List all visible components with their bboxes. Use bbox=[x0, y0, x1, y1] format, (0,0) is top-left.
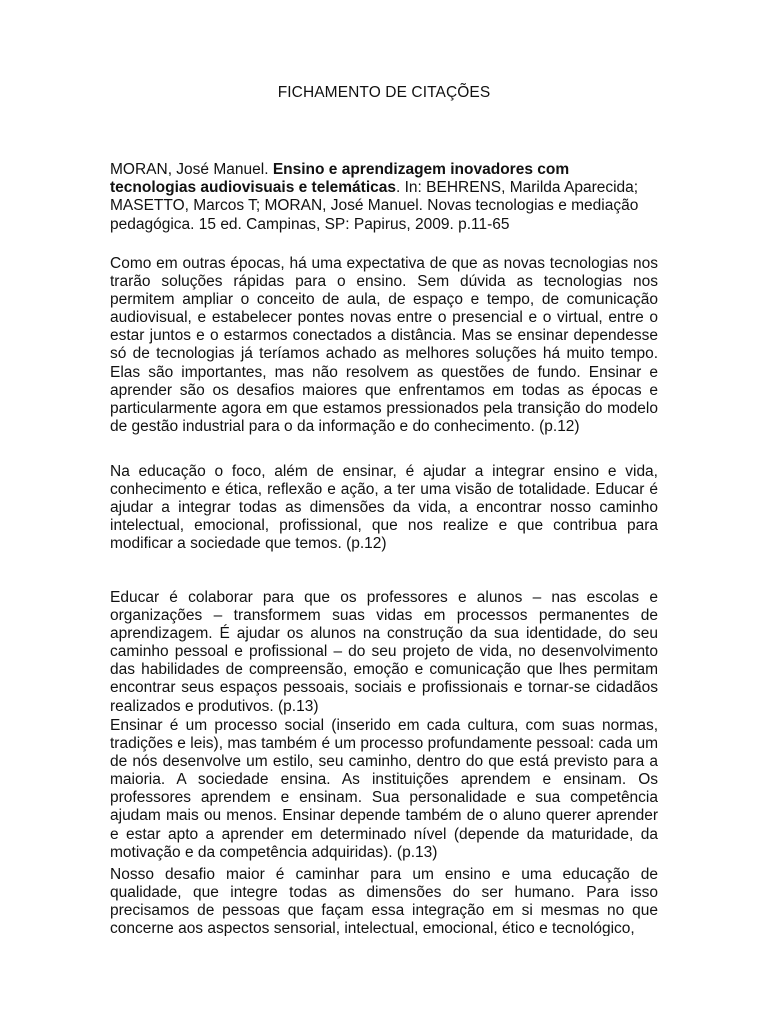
reference-bold-title: Ensino e aprendizagem inovadores com tecnologias audiovisuais e telemáticas bbox=[110, 161, 570, 197]
quote-paragraph-5: Nosso desafio maior é caminhar para um ensino e uma educação de qualidade, que integre todas as dimensões do ser humano. Para isso precisamos de pessoas que façam essa integração em si mesmas no que concerne aos aspectos sensorial, intelectual, emocional, ético e tecnológico, bbox=[110, 866, 658, 936]
document-title: FICHAMENTO DE CITAÇÕES bbox=[277, 84, 491, 101]
quote-paragraph-1: Como em outras épocas, há uma expectativa de que as novas tecnologias nos trarão soluções rápidas para o ensino. Sem dúvida as tecnologias nos permitem ampliar o conceito de aula, de espaço e tempo, de comunicação audiovisual, e estabelecer pontes novas entre o presencial e o virtual, entre o estar juntos e o estarmos conectados a distância. Mas se ensinar dependesse só de tecnologias já teríamos achado as melhores soluções há muito tempo. Elas são importantes, mas não resolvem as questões de fundo. Ensinar e aprender são os desafios maiores que enfrentamos em todas as épocas e particularmente agora em que estamos pressionados pela transição do modelo de gestão industrial para o da informação e do conhecimento. (p.12) bbox=[110, 255, 658, 435]
reference-author: MORAN, José Manuel. bbox=[110, 161, 269, 178]
quote-paragraph-4: Ensinar é um processo social (inserido em cada cultura, com suas normas, tradições e leis), mas também é um processo profundamente pessoal: cada um de nós desenvolve um estilo, seu caminho, dentro do que está previsto para a maioria. A sociedade ensina. As instituições aprendem e ensinam. Os professores aprendem e ensinam. Sua personalidade e sua competência ajudam mais ou menos. Ensinar depende também de o aluno querer aprender e estar apto a aprender em determinado nível (depende da maturidade, da motivação e da competência adquiridas). (p.13) bbox=[110, 717, 658, 861]
reference-details: . In: BEHRENS, Marilda Aparecida; MASETTO, Marcos T; MORAN, José Manuel. Novas tecnologias e mediação pedagógica. 15 ed. Campinas, SP: Papirus, 2009. p.11-65 bbox=[110, 179, 639, 233]
bibliographic-reference bbox=[110, 161, 658, 234]
quote-paragraph-3: Educar é colaborar para que os professores e alunos – nas escolas e organizações – transformem suas vidas em processos permanentes de aprendizagem. É ajudar os alunos na construção da sua identidade, do seu caminho pessoal e profissional – do seu projeto de vida, no desenvolvimento das habilidades de compreensão, emoção e comunicação que lhes permitam encontrar seus espaços pessoais, sociais e profissionais e tornar-se cidadãos realizados e produtivos. (p.13) bbox=[110, 589, 658, 715]
quote-paragraph-2: Na educação o foco, além de ensinar, é ajudar a integrar ensino e vida, conhecimento e ética, reflexão e ação, a ter uma visão de totalidade. Educar é ajudar a integrar todas as dimensões da vida, a encontrar nosso caminho intelectual, emocional, profissional, que nos realize e que contribua para modificar a sociedade que temos. (p.12) bbox=[110, 463, 658, 553]
